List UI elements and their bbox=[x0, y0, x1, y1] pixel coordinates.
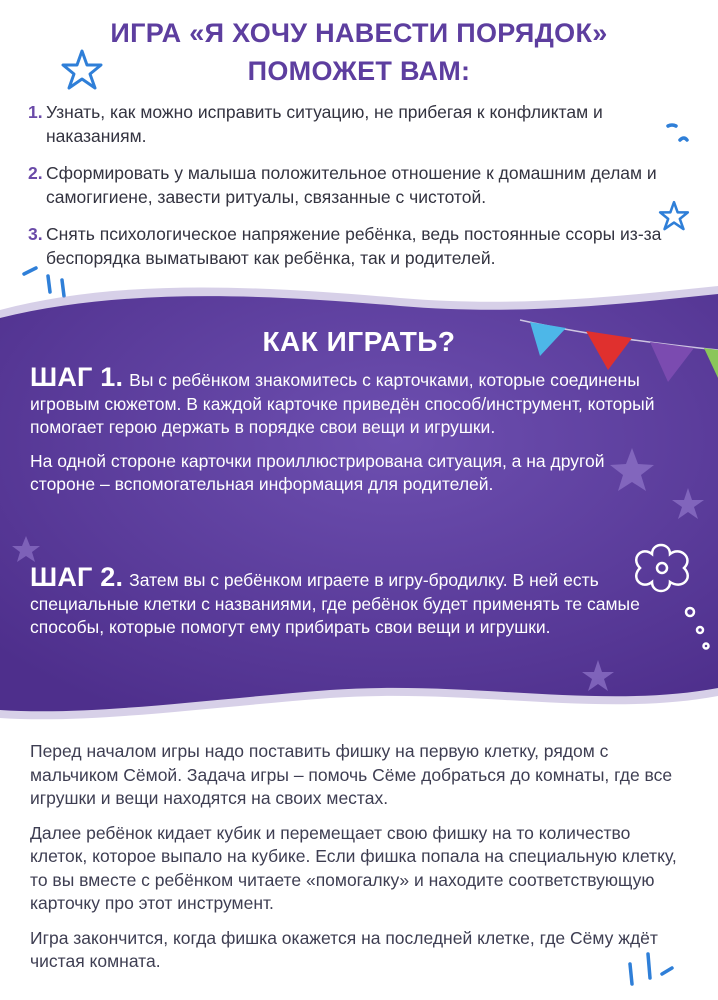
step-text: Затем вы с ребёнком играете в игру-бродилку. В ней есть специальные клетки с названиями, где ребёнок будет применять те самые способы, которые помогут ему прибирать свои вещи и игрушки. bbox=[30, 570, 640, 637]
step-label: ШАГ 2. bbox=[30, 562, 124, 592]
list-item-text: Сформировать у малыша положительное отношение к домашним делам и самогигиене, завести ритуалы, связанные с чистотой. bbox=[46, 163, 657, 207]
rules-text bbox=[30, 740, 690, 985]
page-subtitle: ПОМОЖЕТ ВАМ: bbox=[247, 56, 471, 86]
step-text-secondary: На одной стороне карточки проиллюстрирована ситуация, а на другой стороне – вспомогательная информация для родителей. bbox=[30, 450, 605, 494]
page-title: ИГРА «Я ХОЧУ НАВЕСТИ ПОРЯДОК» bbox=[110, 18, 608, 48]
list-item bbox=[28, 101, 678, 148]
section-title: КАК ИГРАТЬ? bbox=[262, 326, 456, 357]
step-text: Вы с ребёнком знакомитесь с карточками, которые соединены игровым сюжетом. В каждой карточке приведён способ/инструмент, который помогает герою держать в порядке свои вещи и игрушки. bbox=[30, 370, 655, 437]
list-item-number: 1. bbox=[28, 102, 43, 122]
list-item bbox=[28, 223, 678, 270]
step-1-block bbox=[30, 362, 670, 507]
list-item-number: 3. bbox=[28, 224, 43, 244]
dash-doodle-icon bbox=[618, 944, 678, 994]
list-item-text: Узнать, как можно исправить ситуацию, не прибегая к конфликтам и наказаниям. bbox=[46, 102, 603, 146]
rules-paragraph: Далее ребёнок кидает кубик и перемещает свою фишку на то количество клеток, которое выпало на кубике. Если фишка попала на специальную клетку, то вы вместе с ребёнком читаете «помогалку» и находите соответствующую карточку про этот инструмент. bbox=[30, 822, 677, 913]
rules-paragraph: Перед началом игры надо поставить фишку на первую клетку, рядом с мальчиком Сёмой. Задача игры – помочь Сёме добраться до комнаты, где все игрушки и вещи находятся на своих местах. bbox=[30, 741, 673, 808]
rules-paragraph: Игра закончится, когда фишка окажется на последней клетке, где Сёму ждёт чистая комната. bbox=[30, 927, 658, 971]
step-label: ШАГ 1. bbox=[30, 362, 124, 392]
list-item bbox=[28, 162, 678, 209]
step-2-block bbox=[30, 562, 670, 650]
list-item-text: Снять психологическое напряжение ребёнка, ведь постоянные ссоры из-за беспорядка выматывают как ребёнка, так и родителей. bbox=[46, 224, 662, 268]
benefits-list bbox=[28, 101, 678, 284]
list-item-number: 2. bbox=[28, 163, 43, 183]
